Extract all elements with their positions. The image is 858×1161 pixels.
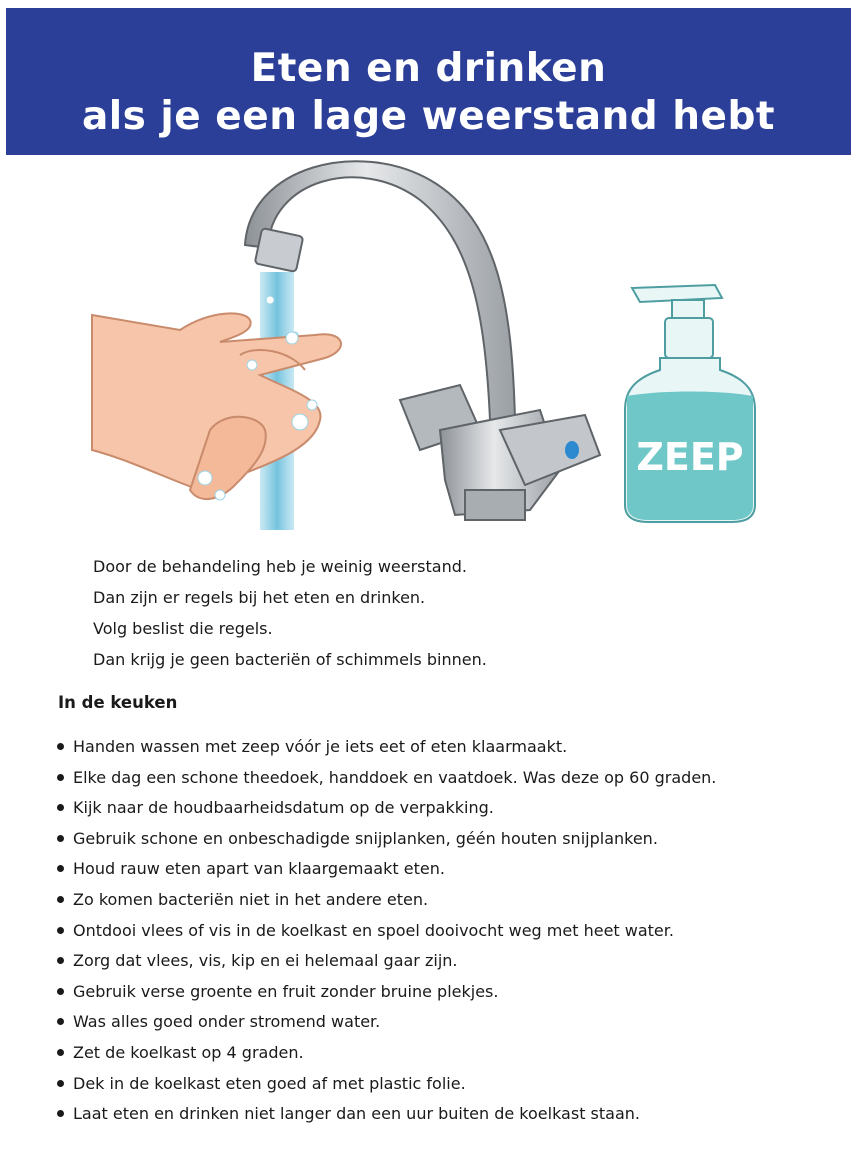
list-item bbox=[56, 797, 716, 828]
bullet-icon bbox=[57, 927, 64, 934]
intro-line: Volg beslist die regels. bbox=[93, 619, 273, 638]
kitchen-rules-list bbox=[56, 736, 716, 1134]
bullet-icon bbox=[57, 1080, 64, 1087]
list-item-text: Dek in de koelkast eten goed af met plastic folie. bbox=[73, 1073, 466, 1093]
list-item-text: Zo komen bacteriën niet in het andere eten. bbox=[73, 889, 429, 909]
hands-washing-icon bbox=[92, 313, 341, 500]
list-item bbox=[56, 736, 716, 767]
bullet-icon bbox=[57, 835, 64, 842]
bullet-icon bbox=[57, 988, 64, 995]
list-item bbox=[56, 1073, 716, 1104]
intro-line: Dan zijn er regels bij het eten en drinken. bbox=[93, 588, 426, 607]
list-item bbox=[56, 1011, 716, 1042]
list-item bbox=[56, 828, 716, 859]
bullet-icon bbox=[57, 896, 64, 903]
bullet-icon bbox=[57, 1110, 64, 1117]
list-item-text: Elke dag een schone theedoek, handdoek en vaatdoek. Was deze op 60 graden. bbox=[73, 767, 717, 787]
list-item bbox=[56, 1103, 716, 1134]
list-item bbox=[56, 950, 716, 981]
list-item-text: Gebruik verse groente en fruit zonder bruine plekjes. bbox=[73, 981, 499, 1001]
page-title-line-2: als je een lage weerstand hebt bbox=[81, 94, 776, 139]
list-item-text: Handen wassen met zeep vóór je iets eet of eten klaarmaakt. bbox=[73, 737, 568, 756]
list-item-text: Ontdooi vlees of vis in de koelkast en spoel dooivocht weg met heet water. bbox=[73, 920, 674, 940]
list-item bbox=[56, 1042, 716, 1073]
list-item bbox=[56, 981, 716, 1012]
page-title-line-1: Eten en drinken bbox=[250, 46, 607, 91]
soap-bottle-icon bbox=[625, 285, 755, 522]
intro-line: Door de behandeling heb je weinig weerstand. bbox=[93, 557, 467, 576]
bullet-icon bbox=[57, 1018, 64, 1025]
title-banner bbox=[6, 8, 851, 155]
list-item bbox=[56, 858, 716, 889]
bullet-icon bbox=[57, 774, 64, 781]
intro-line: Dan krijg je geen bacteriën of schimmels binnen. bbox=[93, 650, 487, 669]
bullet-icon bbox=[57, 865, 64, 872]
list-item-text: Zet de koelkast op 4 graden. bbox=[73, 1042, 304, 1062]
bullet-icon bbox=[57, 804, 64, 811]
list-item bbox=[56, 767, 716, 798]
handwashing-illustration bbox=[60, 160, 800, 530]
list-item-text: Laat eten en drinken niet langer dan een uur buiten de koelkast staan. bbox=[73, 1104, 640, 1124]
list-item-text: Houd rauw eten apart van klaargemaakt eten. bbox=[73, 859, 445, 879]
intro-text bbox=[93, 555, 487, 679]
list-item-text: Was alles goed onder stromend water. bbox=[73, 1012, 381, 1032]
bullet-icon bbox=[57, 743, 64, 750]
bullet-icon bbox=[57, 957, 64, 964]
list-item-text: Zorg dat vlees, vis, kip en ei helemaal gaar zijn. bbox=[73, 951, 458, 971]
bullet-icon bbox=[57, 1049, 64, 1056]
list-item bbox=[56, 889, 716, 920]
section-heading-kitchen: In de keuken bbox=[58, 693, 178, 712]
list-item bbox=[56, 920, 716, 951]
soap-label: ZEEP bbox=[636, 435, 744, 479]
list-item-text: Gebruik schone en onbeschadigde snijplanken, géén houten snijplanken. bbox=[73, 828, 658, 848]
list-item-text: Kijk naar de houdbaarheidsdatum op de verpakking. bbox=[73, 798, 494, 818]
